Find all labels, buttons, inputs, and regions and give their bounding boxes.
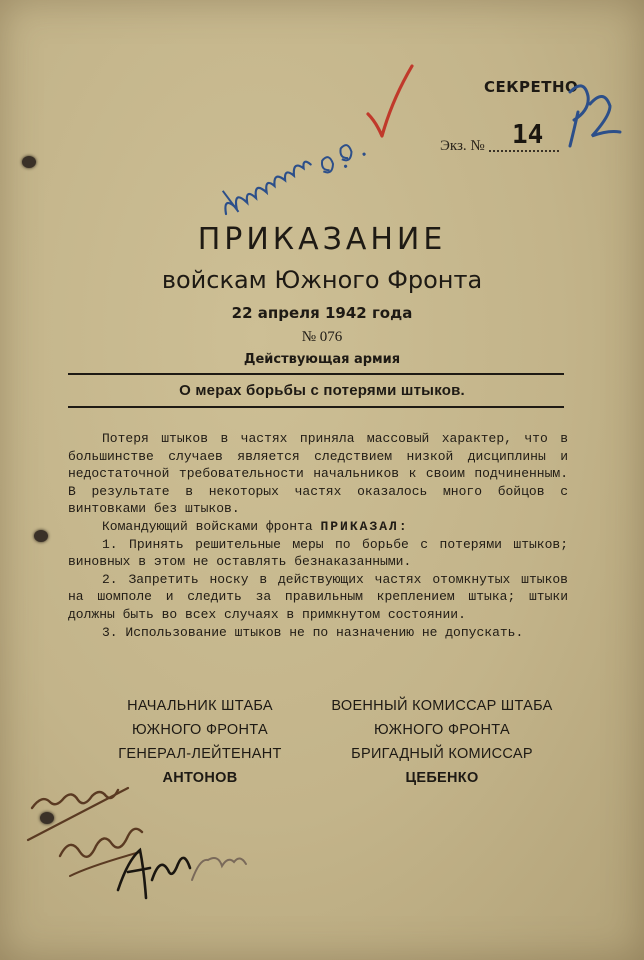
signature-line: НАЧАЛЬНИК ШТАБА <box>127 698 273 714</box>
document-subtitle: войскам Южного Фронта <box>161 266 483 294</box>
copy-number: 14 <box>512 120 544 150</box>
signature-block-left <box>100 694 300 790</box>
handwritten-top-note <box>216 123 368 227</box>
signature-name: АНТОНОВ <box>162 770 238 786</box>
heading-rule-bottom <box>68 406 564 408</box>
document-location: Действующая армия <box>243 352 401 367</box>
signature-line: БРИГАДНЫЙ КОМИССАР <box>351 746 533 762</box>
punch-hole <box>40 812 54 824</box>
order-heading: О мерах борьбы с потерями штыков. <box>179 382 465 399</box>
copy-label: Экз. № <box>440 138 485 154</box>
order-item: 2. Запретить носку в действующих частях отомкнутых штыков на шомполе и следить за правильным креплением штыка; штыки должны быть во всех случаях в примкнутом состоянии. <box>68 571 568 622</box>
signature-line: ЮЖНОГО ФРОНТА <box>374 722 510 738</box>
copy-dotted-line <box>489 150 559 152</box>
signature-name: ЦЕБЕНКО <box>405 770 479 786</box>
signature-block-right <box>322 694 562 790</box>
order-item: 3. Использование штыков не по назначению не допускать. <box>102 624 524 640</box>
signature-line: ВОЕННЫЙ КОМИССАР ШТАБА <box>331 698 553 714</box>
punch-hole <box>22 156 36 168</box>
signature-line: ГЕНЕРАЛ-ЛЕЙТЕНАНТ <box>118 746 282 762</box>
signature-line: ЮЖНОГО ФРОНТА <box>132 722 268 738</box>
secret-stamp: СЕКРЕТНО <box>484 78 579 96</box>
document-date: 22 апреля 1942 года <box>231 304 413 322</box>
red-check-mark <box>368 66 412 136</box>
document-title: ПРИКАЗАНИЕ <box>197 222 447 257</box>
punch-hole <box>34 530 48 542</box>
signature-scribble <box>118 850 246 898</box>
heading-rule-top <box>68 373 564 375</box>
document-number: № 076 <box>301 329 343 345</box>
handwritten-left-note <box>28 788 142 876</box>
order-word: ПРИКАЗАЛ: <box>320 518 409 534</box>
intro-paragraph: Потеря штыков в частях приняла массовый характер, что в большинстве случаев является следствием низкой дисциплины и недостаточной требовательности начальников к своим подчиненным. В результате в некоторых частях оказалось много бойцов с винтовками без штыков. <box>68 431 568 517</box>
order-body <box>68 430 568 641</box>
order-item: 1. Принять решительные меры по борьбе с потерями штыков; виновных в этом не оставлять безнаказанными. <box>68 536 568 570</box>
order-lead: Командующий войсками фронта <box>102 518 313 534</box>
order-lead-paragraph <box>68 518 568 536</box>
